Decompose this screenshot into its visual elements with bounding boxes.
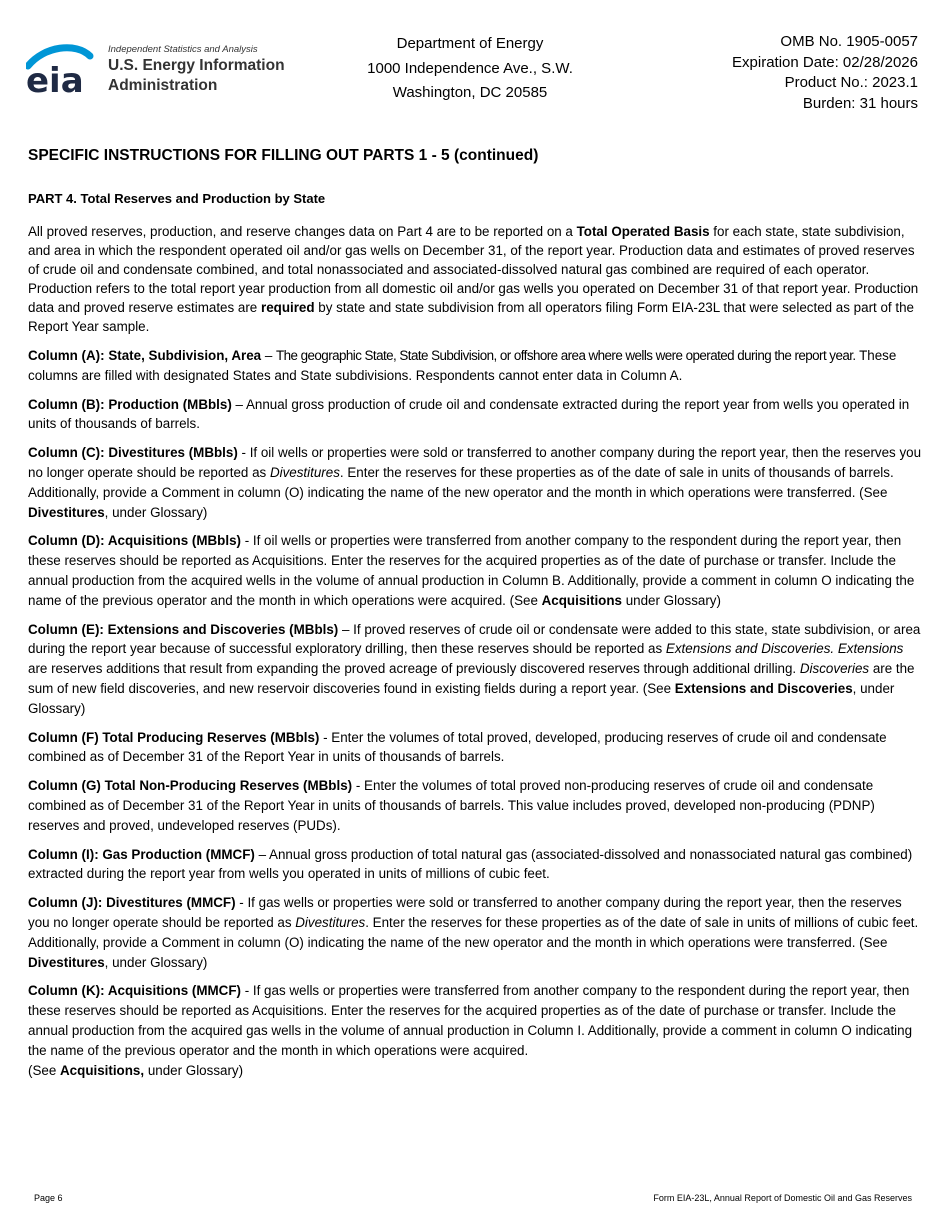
logo-name-line1: U.S. Energy Information bbox=[108, 57, 285, 74]
eia-logo bbox=[26, 42, 316, 98]
burden-hours: Burden: 31 hours bbox=[802, 94, 918, 112]
part-title: PART 4. Total Reserves and Production by State bbox=[28, 191, 326, 206]
product-number: Product No.: 2023.1 bbox=[784, 74, 918, 91]
column-i-instructions: Column (I): Gas Production (MMCF) – Annual gross production of total natural gas (associated-dissolved and nonassociated natural gas combined) extracted during the report year from wells you operated in units of millions of cubic feet. bbox=[28, 846, 913, 882]
address-line-department: Department of Energy bbox=[396, 35, 544, 52]
instructions-body bbox=[28, 222, 924, 1089]
eia-swoosh-icon bbox=[26, 42, 106, 98]
omb-number: OMB No. 1905-0057 bbox=[780, 33, 918, 50]
address-line-street: 1000 Independence Ave., S.W. bbox=[367, 59, 573, 77]
intro-paragraph: All proved reserves, production, and reserve changes data on Part 4 are to be reported on a Total Operated Basis for each state, state subdivision, and area in which the respondent operated oil and/or gas wells on December 31, of the report year. Production data and estimates of proved reserves of crude oil and condensate combined, and total nonassociated and associated-dissolved natural gas combined are required of each operator. Production refers to the total report year production from all domestic oil and/or gas wells you operated on December 31 of that report year. Production data and proved reserve estimates are required by state and state subdivision from all operators filing Form EIA-23L that were selected as part of the Report Year sample. bbox=[28, 224, 919, 334]
page-title: SPECIFIC INSTRUCTIONS FOR FILLING OUT PARTS 1 - 5 (continued) bbox=[28, 147, 539, 164]
column-e-instructions: Column (E): Extensions and Discoveries (MBbls) – If proved reserves of crude oil or condensate were added to this state, state subdivision, or area during the report year because of successful exploratory drilling, then these reserves should be reported as Extensions and Discoveries. Extensions are reserves additions that result from expanding the proved acreage of previously discovered reserves through additional drilling. Discoveries are the sum of new field discoveries, and new reservoir discoveries found in existing fields during a report year. (See Extensions and Discoveries, under Glossary) bbox=[28, 621, 921, 716]
logo-name-line2: Administration bbox=[108, 77, 218, 94]
column-b-instructions: Column (B): Production (MBbls) – Annual gross production of crude oil and condensate extracted during the report year from wells you operated in units of thousands of barrels. bbox=[28, 396, 910, 432]
column-j-instructions: Column (J): Divestitures (MMCF) - If gas wells or properties were sold or transferred to another company during the report year, then the reserves you no longer operate should be reported as Divestitures. Enter the reserves for these properties as of the date of sale in units of millions of cubic feet. Additionally, provide a Comment in column (O) indicating the name of the new operator and the month in which operations were transferred. (See Divestitures, under Glossary) bbox=[28, 895, 919, 970]
form-name: Form EIA-23L, Annual Report of Domestic Oil and Gas Reserves bbox=[653, 1193, 912, 1203]
logo-tagline: Independent Statistics and Analysis bbox=[108, 44, 258, 55]
agency-address bbox=[330, 32, 610, 106]
column-k-instructions: Column (K): Acquisitions (MMCF) - If gas wells or properties were transferred from another company to the respondent during the report year, then these reserves should be reported as Acquisitions. Enter the reserves for the acquired properties as of the date of purchase or transfer. Include the annual production from the acquired gas wells in the volume of annual production in Column I. Additionally, provide a comment in column O indicating the name of the previous operator and the month in which operations were acquired. (See Acquisitions, under Glossary) bbox=[28, 983, 913, 1078]
omb-info bbox=[658, 32, 918, 114]
eia-mark: eia bbox=[26, 61, 84, 98]
expiration-date: Expiration Date: 02/28/2026 bbox=[732, 53, 918, 71]
column-f-instructions: Column (F) Total Producing Reserves (MBbls) - Enter the volumes of total proved, developed, producing reserves of crude oil and condensate combined as of December 31 of the Report Year in units of thousands of barrels. bbox=[28, 729, 887, 765]
column-c-instructions: Column (C): Divestitures (MBbls) - If oil wells or properties were sold or transferred to another company during the report year, then the reserves you no longer operate should be reported as Divestitures. Enter the reserves for these properties as of the date of sale in units of thousands of barrels. Additionally, provide a Comment in column (O) indicating the name of the new operator and the month in which operations were transferred. (See Divestitures, under Glossary) bbox=[28, 445, 922, 520]
page-number: Page 6 bbox=[34, 1193, 63, 1203]
column-d-instructions: Column (D): Acquisitions (MBbls) - If oil wells or properties were transferred from another company to the respondent during the report year, then these reserves should be reported as Acquisitions. Enter the reserves for the acquired properties as of the date of purchase or transfer. Include the annual production from the acquired wells in the volume of annual production in Column B. Additionally, provide a comment in column O indicating the name of the previous operator and the month in which operations were acquired. (See Acquisitions under Glossary) bbox=[28, 533, 915, 608]
column-a-instructions: Column (A): State, Subdivision, Area – The geographic State, State Subdivision, or offshore area where wells were operated during the report year. These columns are filled with designated States and State subdivisions. Respondents cannot enter data in Column A. bbox=[28, 348, 897, 383]
address-line-city: Washington, DC 20585 bbox=[392, 84, 548, 101]
column-g-instructions: Column (G) Total Non-Producing Reserves (MBbls) - Enter the volumes of total proved non-producing reserves of crude oil and condensate combined as of December 31 of the Report Year in units of thousands of barrels. This value includes proved, developed non-producing (PDNP) reserves and proved, undeveloped reserves (PUDs). bbox=[28, 778, 875, 833]
